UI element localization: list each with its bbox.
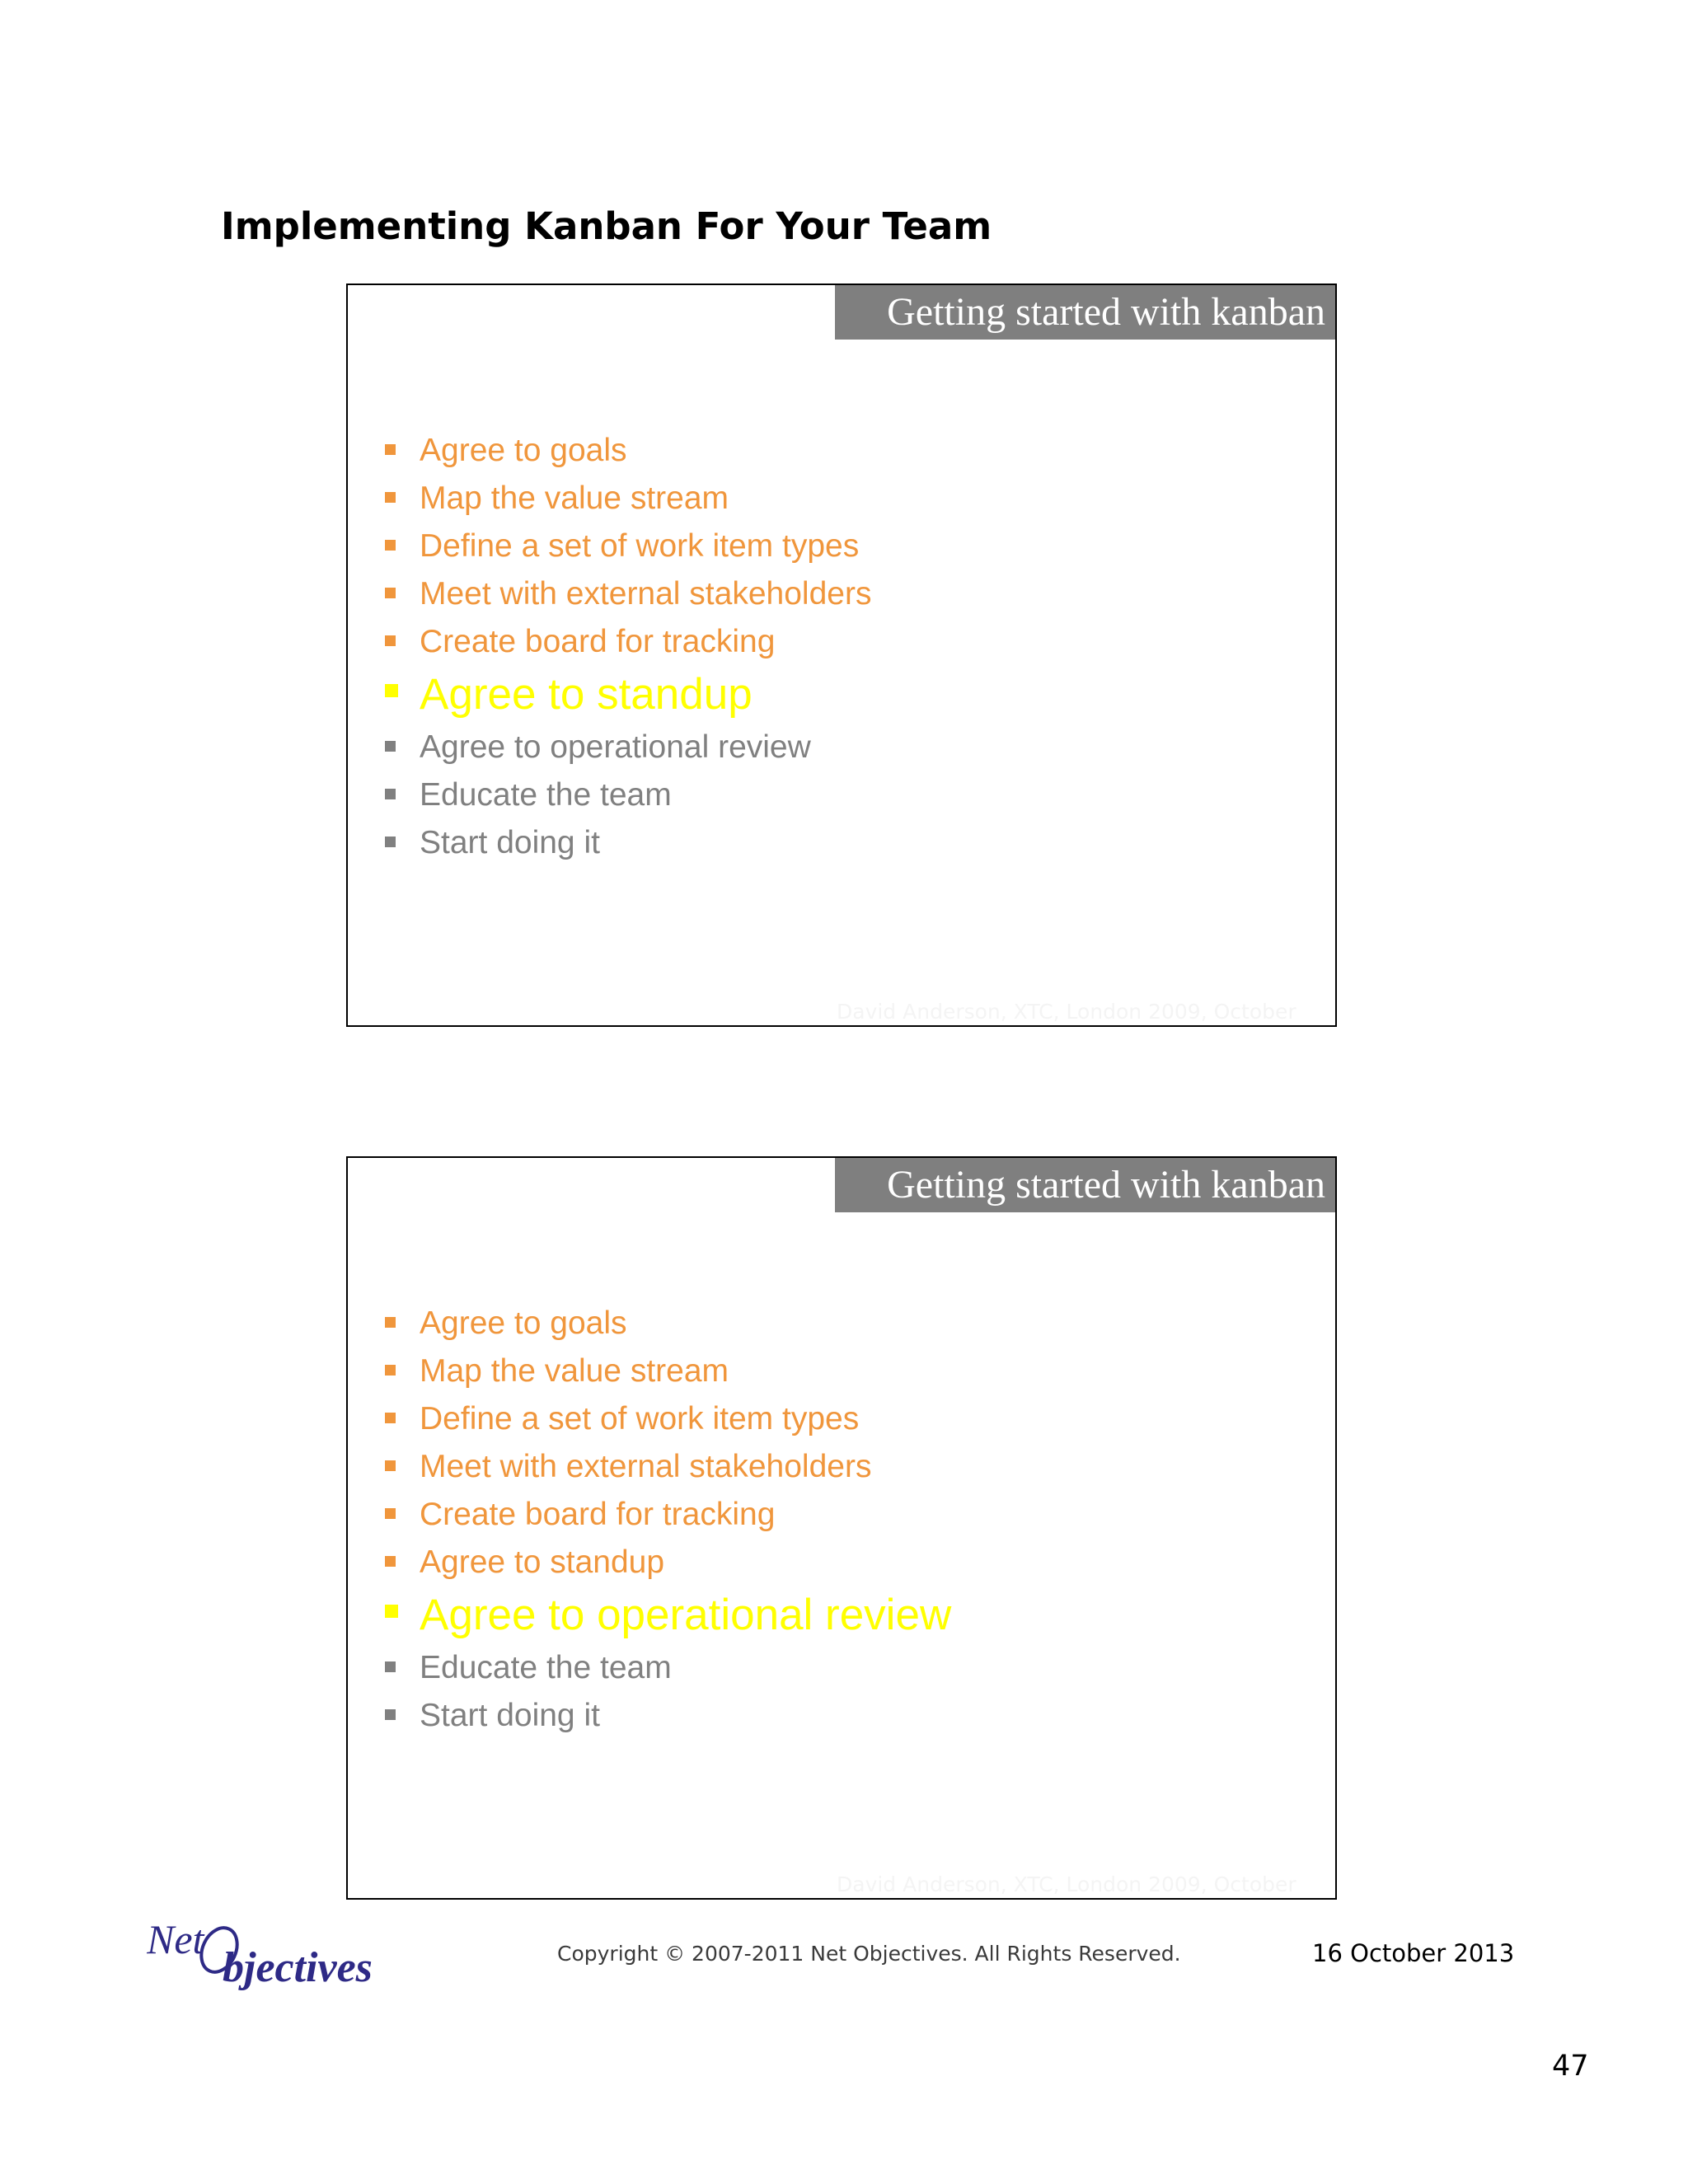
square-bullet-icon — [385, 1317, 396, 1328]
bullet-text: Agree to goals — [420, 433, 627, 468]
bullet-item — [385, 1692, 951, 1740]
bullet-text: Agree to standup — [420, 1544, 665, 1580]
bullet-item — [385, 570, 871, 618]
bullet-item — [385, 1491, 951, 1539]
bullet-text: Meet with external stakeholders — [420, 1449, 872, 1484]
bullet-text: Start doing it — [420, 1698, 600, 1733]
square-bullet-icon — [385, 1605, 398, 1618]
bullet-text: Map the value stream — [420, 1353, 729, 1389]
bullet-item — [385, 475, 871, 523]
bullet-text: Start doing it — [420, 825, 600, 860]
bullet-item — [385, 1395, 951, 1443]
slide-footer: David Anderson, XTC, London 2009, October — [837, 1872, 1296, 1896]
square-bullet-icon — [385, 1508, 396, 1519]
bullet-text: Agree to operational review — [420, 729, 811, 765]
bullet-text: Define a set of work item types — [420, 1401, 860, 1436]
slide-header: Getting started with kanban — [835, 1158, 1335, 1212]
slide-1 — [346, 284, 1337, 1027]
slide-header: Getting started with kanban — [835, 285, 1335, 340]
square-bullet-icon — [385, 1460, 396, 1471]
bullet-item — [385, 427, 871, 475]
slide-2 — [346, 1156, 1337, 1900]
bullet-item — [385, 819, 871, 867]
bullet-item — [385, 666, 871, 724]
bullet-item — [385, 771, 871, 819]
net-objectives-logo — [147, 1914, 410, 1996]
square-bullet-icon — [385, 1413, 396, 1423]
bullet-item — [385, 618, 871, 666]
page-title: Implementing Kanban For Your Team — [221, 204, 992, 248]
square-bullet-icon — [385, 1556, 396, 1567]
square-bullet-icon — [385, 1365, 396, 1376]
bullet-text: Agree to goals — [420, 1305, 627, 1341]
page-number: 47 — [1552, 2050, 1589, 2083]
bullet-text: Educate the team — [420, 1650, 672, 1685]
square-bullet-icon — [385, 635, 396, 646]
square-bullet-icon — [385, 1709, 396, 1720]
square-bullet-icon — [385, 1661, 396, 1672]
square-bullet-icon — [385, 444, 396, 455]
square-bullet-icon — [385, 741, 396, 752]
square-bullet-icon — [385, 540, 396, 551]
bullet-text: Meet with external stakeholders — [420, 576, 872, 612]
bullet-list — [385, 1300, 951, 1740]
bullet-text: Define a set of work item types — [420, 528, 860, 564]
bullet-item — [385, 724, 871, 771]
bullet-text: Agree to standup — [420, 670, 753, 719]
bullet-item — [385, 1644, 951, 1692]
bullet-list — [385, 427, 871, 867]
bullet-item — [385, 1300, 951, 1347]
bullet-text: Create board for tracking — [420, 1497, 776, 1532]
bullet-text: Agree to operational review — [420, 1591, 952, 1639]
square-bullet-icon — [385, 684, 398, 697]
document-date: 16 October 2013 — [1312, 1939, 1515, 1967]
logo-objectives-text: bjectives — [223, 1944, 373, 1991]
bullet-text: Educate the team — [420, 777, 672, 813]
logo-net-text: Net — [147, 1916, 204, 1962]
square-bullet-icon — [385, 789, 396, 799]
square-bullet-icon — [385, 492, 396, 503]
square-bullet-icon — [385, 837, 396, 847]
bullet-text: Map the value stream — [420, 480, 729, 516]
square-bullet-icon — [385, 588, 396, 598]
bullet-text: Create board for tracking — [420, 624, 776, 659]
bullet-item — [385, 523, 871, 570]
copyright-notice: Copyright © 2007-2011 Net Objectives. All Rights Reserved. — [557, 1942, 1181, 1966]
bullet-item — [385, 1539, 951, 1586]
slide-footer: David Anderson, XTC, London 2009, October — [837, 1000, 1296, 1024]
bullet-item — [385, 1443, 951, 1491]
bullet-item — [385, 1586, 951, 1644]
bullet-item — [385, 1347, 951, 1395]
